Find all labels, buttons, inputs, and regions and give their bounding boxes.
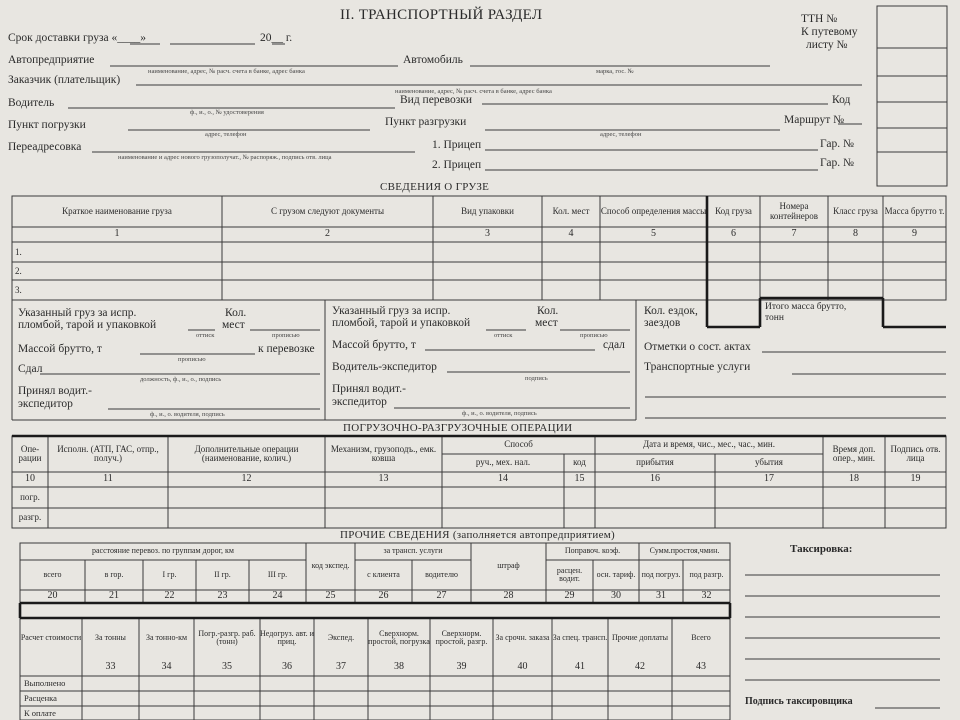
driver-hint: ф., и., о., № удостоверения xyxy=(190,109,264,116)
handover-mid-hint-words: прописью xyxy=(580,332,608,339)
handover-left-line2: пломбой, тарой и упаковкой xyxy=(18,319,157,331)
taxation-signature-label: Подпись таксировщика xyxy=(745,696,853,707)
handover-left-places-field[interactable] xyxy=(250,318,320,330)
cargo-col-number: 7 xyxy=(791,228,797,240)
delivery-date-label: Срок доставки груза «____» xyxy=(8,32,147,44)
handover-mid-gross-field[interactable] xyxy=(425,338,595,350)
ops-header-mechanism: Механизм, грузоподъ., емк. ковша xyxy=(330,443,437,463)
handover-mid-accepted-field[interactable] xyxy=(394,396,630,408)
cargo-row-1-entry[interactable] xyxy=(30,243,945,261)
waybill-number-field[interactable] xyxy=(878,49,946,75)
handover-mid-line1: Указанный груз за испр. xyxy=(332,305,451,317)
cargo-header-code: Код груза xyxy=(715,205,752,216)
ops-col-number: 14 xyxy=(498,473,508,485)
ops-header-method: Способ xyxy=(504,439,533,450)
trailer2-label: 2. Прицеп xyxy=(432,159,482,171)
handover-mid-hint-mark: оттиск xyxy=(494,332,513,339)
calc-col-number: 39 xyxy=(456,660,467,672)
cargo-section-title: СВЕДЕНИЯ О ГРУЗЕ xyxy=(380,181,490,193)
calc-header-loading-work: Погр.-разгр. раб.(тонн) xyxy=(198,628,256,646)
ops-header-method-manual: руч., мех. нал. xyxy=(475,457,531,468)
vehicle-label: Автомобиль xyxy=(403,54,463,66)
handover-mid-accepted1: Принял водит.- xyxy=(332,383,406,395)
handover-mid-driver: Водитель-экспедитор xyxy=(332,361,437,373)
customer-label: Заказчик (плательщик) xyxy=(8,74,121,86)
coeff-header: Поправоч. коэф. xyxy=(564,546,621,556)
handover-left-places: мест xyxy=(222,319,245,331)
cargo-col-number: 3 xyxy=(485,228,490,240)
taxation-signature-field[interactable] xyxy=(875,695,940,708)
other-col-number: 22 xyxy=(164,590,175,602)
waybill-label-line1: К путевому xyxy=(801,26,858,38)
ot-col-unloading: под разгр. xyxy=(689,569,724,579)
handover-mid-driver-hint: подпись xyxy=(525,375,548,382)
carrier-label: Автопредприятие xyxy=(8,54,95,66)
cargo-col-number: 1 xyxy=(114,228,120,240)
ops-header-operation: Опе-рации xyxy=(18,443,42,463)
dist-col-group1: I гр. xyxy=(162,569,177,579)
handover-mid-line2: пломбой, тарой и упаковкой xyxy=(332,317,471,329)
customer-hint: наименование, адрес, № расч. счета в банке, адрес банка xyxy=(395,88,552,95)
cargo-header-name: Краткое наименование груза xyxy=(62,205,172,216)
calc-done-entry[interactable] xyxy=(83,677,729,690)
total-mass-line1: Итого масса брутто, xyxy=(765,302,847,312)
other-col-number: 23 xyxy=(217,590,228,602)
handover-left-accepted2: экспедитор xyxy=(18,398,73,410)
ops-loading-entry[interactable] xyxy=(49,488,945,507)
other-col-number: 27 xyxy=(436,590,447,602)
ops-col-number: 15 xyxy=(574,473,585,485)
handover-mid-handed: сдал xyxy=(603,339,625,351)
other-col-number: 28 xyxy=(503,590,514,602)
other-col-number: 21 xyxy=(109,590,119,602)
other-col-number: 24 xyxy=(272,590,283,602)
coeff-col-driver-rate: расцен. водит. xyxy=(556,565,583,583)
cargo-col-number: 6 xyxy=(731,228,736,240)
handover-left-handed-field[interactable] xyxy=(40,362,320,374)
ops-col-number: 12 xyxy=(241,473,252,485)
dist-col-city: в гор. xyxy=(104,569,124,579)
ot-col-loading: под погруз. xyxy=(641,569,681,579)
transport-type-label: Вид перевозки xyxy=(400,94,473,106)
ops-header-method-code: код xyxy=(573,457,586,468)
handover-left-accepted-field[interactable] xyxy=(108,397,320,409)
dist-col-group3: III гр. xyxy=(267,569,288,579)
loading-point-label: Пункт погрузки xyxy=(8,119,86,131)
calc-col-number: 36 xyxy=(282,660,292,672)
calc-rate-entry[interactable] xyxy=(83,692,729,705)
cargo-header-places: Кол. мест xyxy=(552,205,590,216)
loading-ops-title: ПОГРУЗОЧНО-РАЗГРУЗОЧНЫЕ ОПЕРАЦИИ xyxy=(343,422,573,434)
handover-mid-accepted2: экспедитор xyxy=(332,396,387,408)
delivery-date-field[interactable] xyxy=(170,32,256,45)
ops-header-signature: Подпись отв. лица xyxy=(890,443,941,463)
trailer1-label: 1. Прицеп xyxy=(432,139,482,151)
total-mass-line2: тонн xyxy=(765,313,784,323)
vehicle-field[interactable] xyxy=(470,53,770,66)
dist-col-total: всего xyxy=(43,569,62,579)
unloading-point-label: Пункт разгрузки xyxy=(385,116,467,128)
handover-mid-places-field[interactable] xyxy=(560,318,630,330)
calc-row-payable: К оплате xyxy=(24,708,56,718)
coeff-col-base-tariff: осн. тариф. xyxy=(596,569,636,579)
code-label: Код xyxy=(832,94,851,106)
fine-header: штраф xyxy=(497,561,520,571)
handover-left-line1: Указанный груз за испр. xyxy=(18,307,137,319)
customer-field[interactable] xyxy=(136,72,862,85)
calc-header-expedition: Экспед. xyxy=(327,632,355,642)
calc-header-tons: За тонны xyxy=(95,632,126,642)
other-col-number: 32 xyxy=(701,590,712,602)
calc-header-other: Прочие доплаты xyxy=(612,632,668,642)
other-info-title: ПРОЧИЕ СВЕДЕНИЯ (заполняется автопредприятием) xyxy=(340,529,615,541)
cargo-col-number: 4 xyxy=(568,228,574,240)
other-col-number: 31 xyxy=(656,590,666,602)
calc-row-done: Выполнено xyxy=(24,678,66,688)
ops-header-datetime: Дата и время, чис., мес., час., мин. xyxy=(643,439,775,450)
acts-label: Отметки о сост. актах xyxy=(644,341,751,353)
handover-left-accepted-hint: ф., и., о. водителя, подпись xyxy=(150,411,225,418)
redirect-label: Переадресовка xyxy=(8,141,82,153)
handover-left-transfer: к перевозке xyxy=(258,343,315,355)
unloading-point-field[interactable] xyxy=(485,117,780,130)
calc-col-number: 40 xyxy=(517,660,528,672)
cargo-header-containers: Номера контейнеров xyxy=(769,201,819,221)
cargo-header-packaging: Вид упаковки xyxy=(461,205,514,216)
cargo-row-label: 3. xyxy=(15,285,22,295)
calc-payable-entry[interactable] xyxy=(83,707,729,719)
calc-col-number: 35 xyxy=(222,660,232,672)
other-col-number: 25 xyxy=(325,590,336,602)
ops-col-number: 11 xyxy=(103,473,113,485)
unloading-point-hint: адрес, телефон xyxy=(600,131,642,138)
ttn-label: ТТН № xyxy=(801,13,838,25)
redirect-hint: наименование и адрес нового грузополучат., № распоряж., подпись отв. лица xyxy=(118,154,332,161)
services-label: Транспортные услуги xyxy=(644,361,751,373)
waybill-label-line2: листу № xyxy=(806,39,848,51)
cargo-header-gross-mass: Масса брутто т. xyxy=(884,205,945,216)
handover-left-seal-field[interactable] xyxy=(188,318,215,330)
ops-header-departure: убытия xyxy=(755,457,783,468)
svc-col-client: с клиента xyxy=(367,569,400,579)
calc-header-cost: Расчет стоимости xyxy=(20,632,82,642)
ops-col-number: 16 xyxy=(650,473,660,485)
distance-header: расстояние перевоз. по группам дорог, км xyxy=(92,546,234,556)
handover-left-accepted1: Принял водит.- xyxy=(18,385,92,397)
cargo-row-label: 2. xyxy=(15,266,22,276)
loading-point-hint: адрес, телефон xyxy=(205,131,247,138)
calc-header-urgent: За срочн. заказа xyxy=(495,632,550,642)
other-col-number: 20 xyxy=(47,590,58,602)
handover-left-handed-hint: должность, ф., и., о., подпись xyxy=(140,376,222,383)
cargo-col-number: 8 xyxy=(853,228,858,240)
services-field[interactable] xyxy=(792,362,946,374)
handover-mid-seal-field[interactable] xyxy=(486,318,526,330)
other-col-number: 26 xyxy=(378,590,389,602)
route-field[interactable] xyxy=(838,111,862,124)
loading-point-field[interactable] xyxy=(128,117,370,130)
handover-mid-gross: Массой брутто, т xyxy=(332,339,416,351)
calc-col-number: 41 xyxy=(575,660,585,672)
trips-field[interactable] xyxy=(708,301,758,325)
garage2-label: Гар. № xyxy=(820,157,854,169)
vehicle-hint: марка, гос. № xyxy=(596,68,634,75)
ops-header-executor: Исполн. (АТП, ГАС, отпр., получ.) xyxy=(57,443,159,463)
ops-col-number: 18 xyxy=(849,473,859,485)
other-col-number: 30 xyxy=(611,590,621,602)
other-info-entry-row[interactable] xyxy=(22,605,728,616)
cargo-row-3-entry[interactable] xyxy=(30,281,945,299)
total-mass-field[interactable] xyxy=(885,301,945,325)
driver-field[interactable] xyxy=(68,95,395,108)
code-exp-header: код экспед. xyxy=(311,561,350,571)
taxation-entry-area[interactable] xyxy=(745,560,940,682)
ops-col-number: 13 xyxy=(378,473,389,485)
cargo-header-class: Класс груза xyxy=(833,205,878,216)
handover-mid-qty: Кол. xyxy=(537,305,559,317)
year-label: 20__ г. xyxy=(260,32,293,44)
calc-header-idle-loading: Сверхнорм. простой, погрузка xyxy=(368,628,430,646)
ops-row-unloading: разгр. xyxy=(18,512,42,523)
handover-left-hint-mark: оттиск xyxy=(196,332,215,339)
trips-label-line1: Кол. ездок, xyxy=(644,305,698,317)
cargo-col-number: 9 xyxy=(912,228,917,240)
overtime-header: Сумм.простоя,чмин. xyxy=(649,546,720,556)
trips-label-line2: заездов xyxy=(644,317,681,329)
ops-row-loading: погр. xyxy=(20,491,40,502)
cargo-row-2-entry[interactable] xyxy=(30,263,945,279)
ops-col-number: 19 xyxy=(910,473,921,485)
redirect-field[interactable] xyxy=(92,139,415,152)
cargo-header-mass-method: Способ определения массы xyxy=(600,205,707,216)
route-label: Маршрут № xyxy=(784,114,845,126)
ttn-number-field[interactable] xyxy=(878,7,946,47)
dist-col-group2: II гр. xyxy=(214,569,231,579)
handover-left-gross-field[interactable] xyxy=(140,342,255,354)
ops-header-time-extra: Время доп. опер., мин. xyxy=(832,443,876,463)
handover-mid-accepted-hint: ф., и., о. водителя, подпись xyxy=(462,410,537,417)
calc-col-number: 38 xyxy=(394,660,404,672)
handover-left-hint-words: прописью xyxy=(272,332,300,339)
ops-col-number: 10 xyxy=(25,473,35,485)
calc-header-ton-km: За тонно-км xyxy=(145,632,188,642)
calc-row-rate: Расценка xyxy=(24,693,57,703)
calc-col-number: 37 xyxy=(336,660,346,672)
handover-left-qty: Кол. xyxy=(225,307,247,319)
ops-col-number: 17 xyxy=(764,473,774,485)
carrier-field[interactable] xyxy=(110,53,398,66)
driver-label: Водитель xyxy=(8,97,55,109)
calc-col-number: 33 xyxy=(105,660,116,672)
handover-left-handed: Сдал xyxy=(18,363,43,375)
svc-col-driver: водителю xyxy=(425,569,458,579)
handover-left-gross: Массой брутто, т xyxy=(18,343,102,355)
calc-header-total: Всего xyxy=(691,632,711,642)
calc-header-idle-unloading: Сверхнорм. простой, разгр. xyxy=(435,628,488,646)
form-title: II. ТРАНСПОРТНЫЙ РАЗДЕЛ xyxy=(340,7,543,23)
cargo-col-number: 5 xyxy=(651,228,656,240)
transport-type-field[interactable] xyxy=(482,91,828,104)
ops-header-arrival: прибытия xyxy=(636,457,674,468)
handover-left-gross-hint: прописью xyxy=(178,356,206,363)
cargo-row-label: 1. xyxy=(15,247,22,257)
calc-header-special: За спец. трансп. xyxy=(552,632,608,642)
ops-header-extra: Дополнительные операции (наименование, колич.) xyxy=(194,443,299,463)
cargo-col-number: 2 xyxy=(325,228,330,240)
services-header: за трансп. услуги xyxy=(383,546,443,556)
acts-field[interactable] xyxy=(762,340,946,352)
handover-mid-driver-field[interactable] xyxy=(447,360,630,372)
garage1-label: Гар. № xyxy=(820,138,854,150)
taxation-title: Таксировка: xyxy=(790,543,853,555)
trailer2-field[interactable] xyxy=(485,157,818,170)
calc-col-number: 34 xyxy=(161,660,172,672)
cargo-header-documents: С грузом следуют документы xyxy=(270,205,385,216)
other-col-number: 29 xyxy=(564,590,575,602)
trailer1-field[interactable] xyxy=(485,137,818,150)
handover-mid-places: мест xyxy=(535,317,558,329)
calc-header-underload: Недогруз. авт. и приц. xyxy=(260,628,314,646)
calc-col-number: 43 xyxy=(696,660,706,672)
carrier-hint: наименование, адрес, № расч. счета в банке, адрес банка xyxy=(148,68,305,75)
ops-unloading-entry[interactable] xyxy=(49,509,945,527)
calc-col-number: 42 xyxy=(635,660,645,672)
